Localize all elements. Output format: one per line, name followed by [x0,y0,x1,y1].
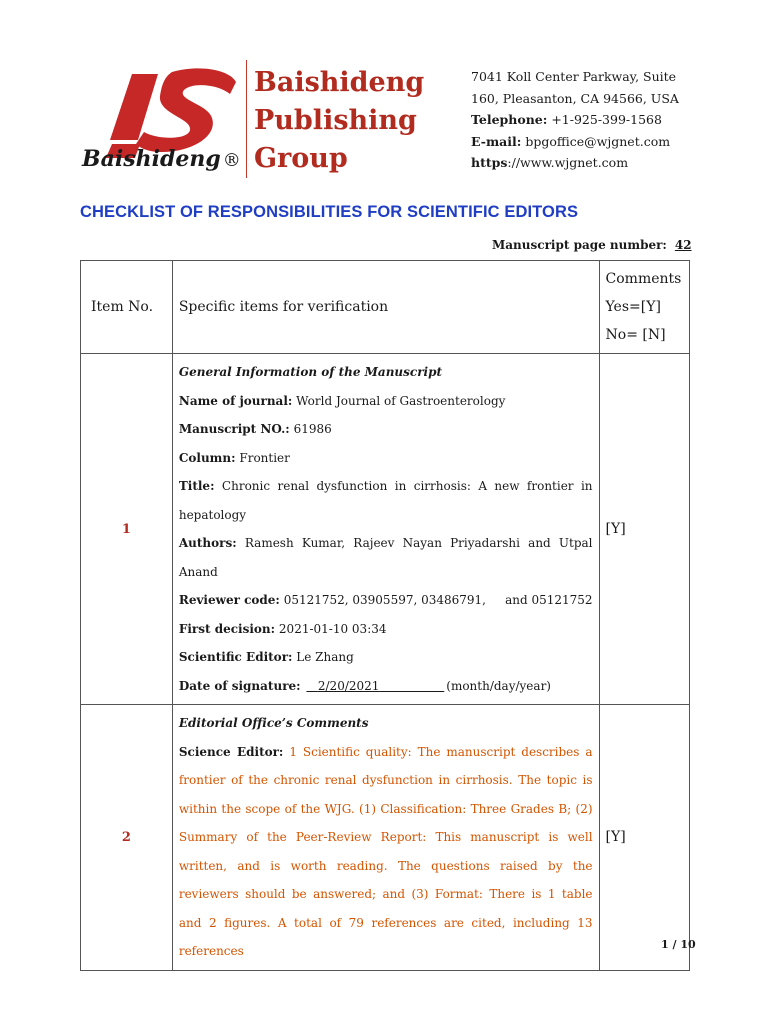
web-row [471,152,679,174]
item-number-cell [81,354,173,705]
editor-row [179,643,593,672]
checklist-table [80,260,690,971]
logo-wordmark-text: Baishideng [82,146,221,172]
manuscript-label: Manuscript NO.: [178,422,290,436]
science-editor-text: 1 Scientific quality: The manuscript describes a frontier of the chronic renal dysfunction in cirrhosis. The topic is within the scope of the WJG. (1) Classification: Three Grades B; (2) Summary of the Peer-Review Report: This manuscript is well written, and is worth reading. The questions raised by the reviewers should be answered; and (3) Format: There is 1 table and 2 figures. A total of 79 references are cited, including 13 references [178,744,593,958]
reviewer-row [179,586,593,615]
address-line-1: 7041 Koll Center Parkway, Suite [471,69,677,84]
publisher-name-line-2: Publishing [254,105,417,136]
reviewer-value: 05121752, 03905597, 03486791, and 05121752 [283,593,593,607]
header-comments-label: Comments [605,271,682,287]
general-info-block [173,354,599,704]
telephone-label: Telephone: [471,112,548,127]
logo-divider [246,60,247,178]
decision-row [179,615,593,644]
signature-date-label: Date of signature: [178,678,301,693]
publisher-name [254,64,444,178]
manuscript-page-number [492,238,694,252]
web-label: https [471,155,508,170]
manuscript-row [179,415,593,444]
title-label: Title: [178,479,215,493]
column-label: Column: [178,450,236,465]
header-no-label: No= [N] [605,327,666,343]
header-item-no-label: Item No. [91,299,154,315]
science-editor-label: Science Editor: [178,744,284,759]
editor-value: Le Zhang [296,650,354,664]
manuscript-value: 61986 [293,422,332,436]
manuscript-page-label: Manuscript page number: [492,238,667,252]
registered-mark: ® [222,150,241,171]
item-number-cell [81,705,173,971]
publisher-name-line-1: Baishideng [254,67,425,98]
comment-cell: [Y] [599,354,689,705]
document-title: CHECKLIST OF RESPONSIBILITIES FOR SCIENTIFIC EDITORS [80,203,579,221]
item-number: 2 [121,829,131,845]
title-value: Chronic renal dysfunction in cirrhosis: A new frontier in hepatology [178,479,593,522]
comment-cell: [Y] [599,705,689,971]
editorial-comments-block [173,705,599,970]
journal-label: Name of journal: [178,393,293,408]
column-value: Frontier [239,450,290,465]
science-editor-comment [179,738,593,966]
table-header-row [81,261,690,354]
telephone-value: +1-925-399-1568 [551,112,662,127]
email-row [471,131,679,153]
web-value[interactable]: ://www.wjgnet.com [507,155,629,170]
header-specific-items: Specific items for verification [172,261,599,354]
signature-date-format: (month/day/year) [446,678,551,693]
editor-label: Scientific Editor: [178,650,293,664]
decision-value: 2021-01-10 03:34 [278,621,387,636]
header-comments [599,261,689,354]
column-row [179,444,593,473]
table-row [81,705,690,971]
journal-value: World Journal of Gastroenterology [296,393,506,408]
journal-row [179,387,593,416]
signature-date-row [179,672,593,701]
signature-date-value [304,679,446,693]
section-title: General Information of the Manuscript [178,365,443,379]
decision-label: First decision: [178,621,276,636]
signature-date-text: 2/20/2021 [317,678,380,693]
telephone-row [471,109,679,131]
publisher-name-line-3: Group [254,143,348,174]
authors-label: Authors: [178,536,237,550]
verification-cell [172,354,599,705]
item-number: 1 [121,521,131,537]
header-item-no [81,261,173,354]
header-yes-label: Yes=[Y] [605,299,661,315]
verification-cell [172,705,599,971]
manuscript-page-value: 42 [674,238,692,252]
email-value[interactable]: bpgoffice@wjgnet.com [525,133,671,149]
reviewer-label: Reviewer code: [178,593,280,607]
authors-row [179,529,593,586]
title-row [179,472,593,529]
email-label: E-mail: [471,133,522,149]
authors-value: Ramesh Kumar, Rajeev Nayan Priyadarshi and Utpal Anand [178,536,593,579]
logo-wordmark [82,146,241,172]
address-line-2: 160, Pleasanton, CA 94566, USA [471,90,679,106]
table-row [81,354,690,705]
section-title: Editorial Office’s Comments [178,716,369,730]
publisher-address [471,66,679,174]
page-indicator: 1 / 10 [661,938,696,951]
